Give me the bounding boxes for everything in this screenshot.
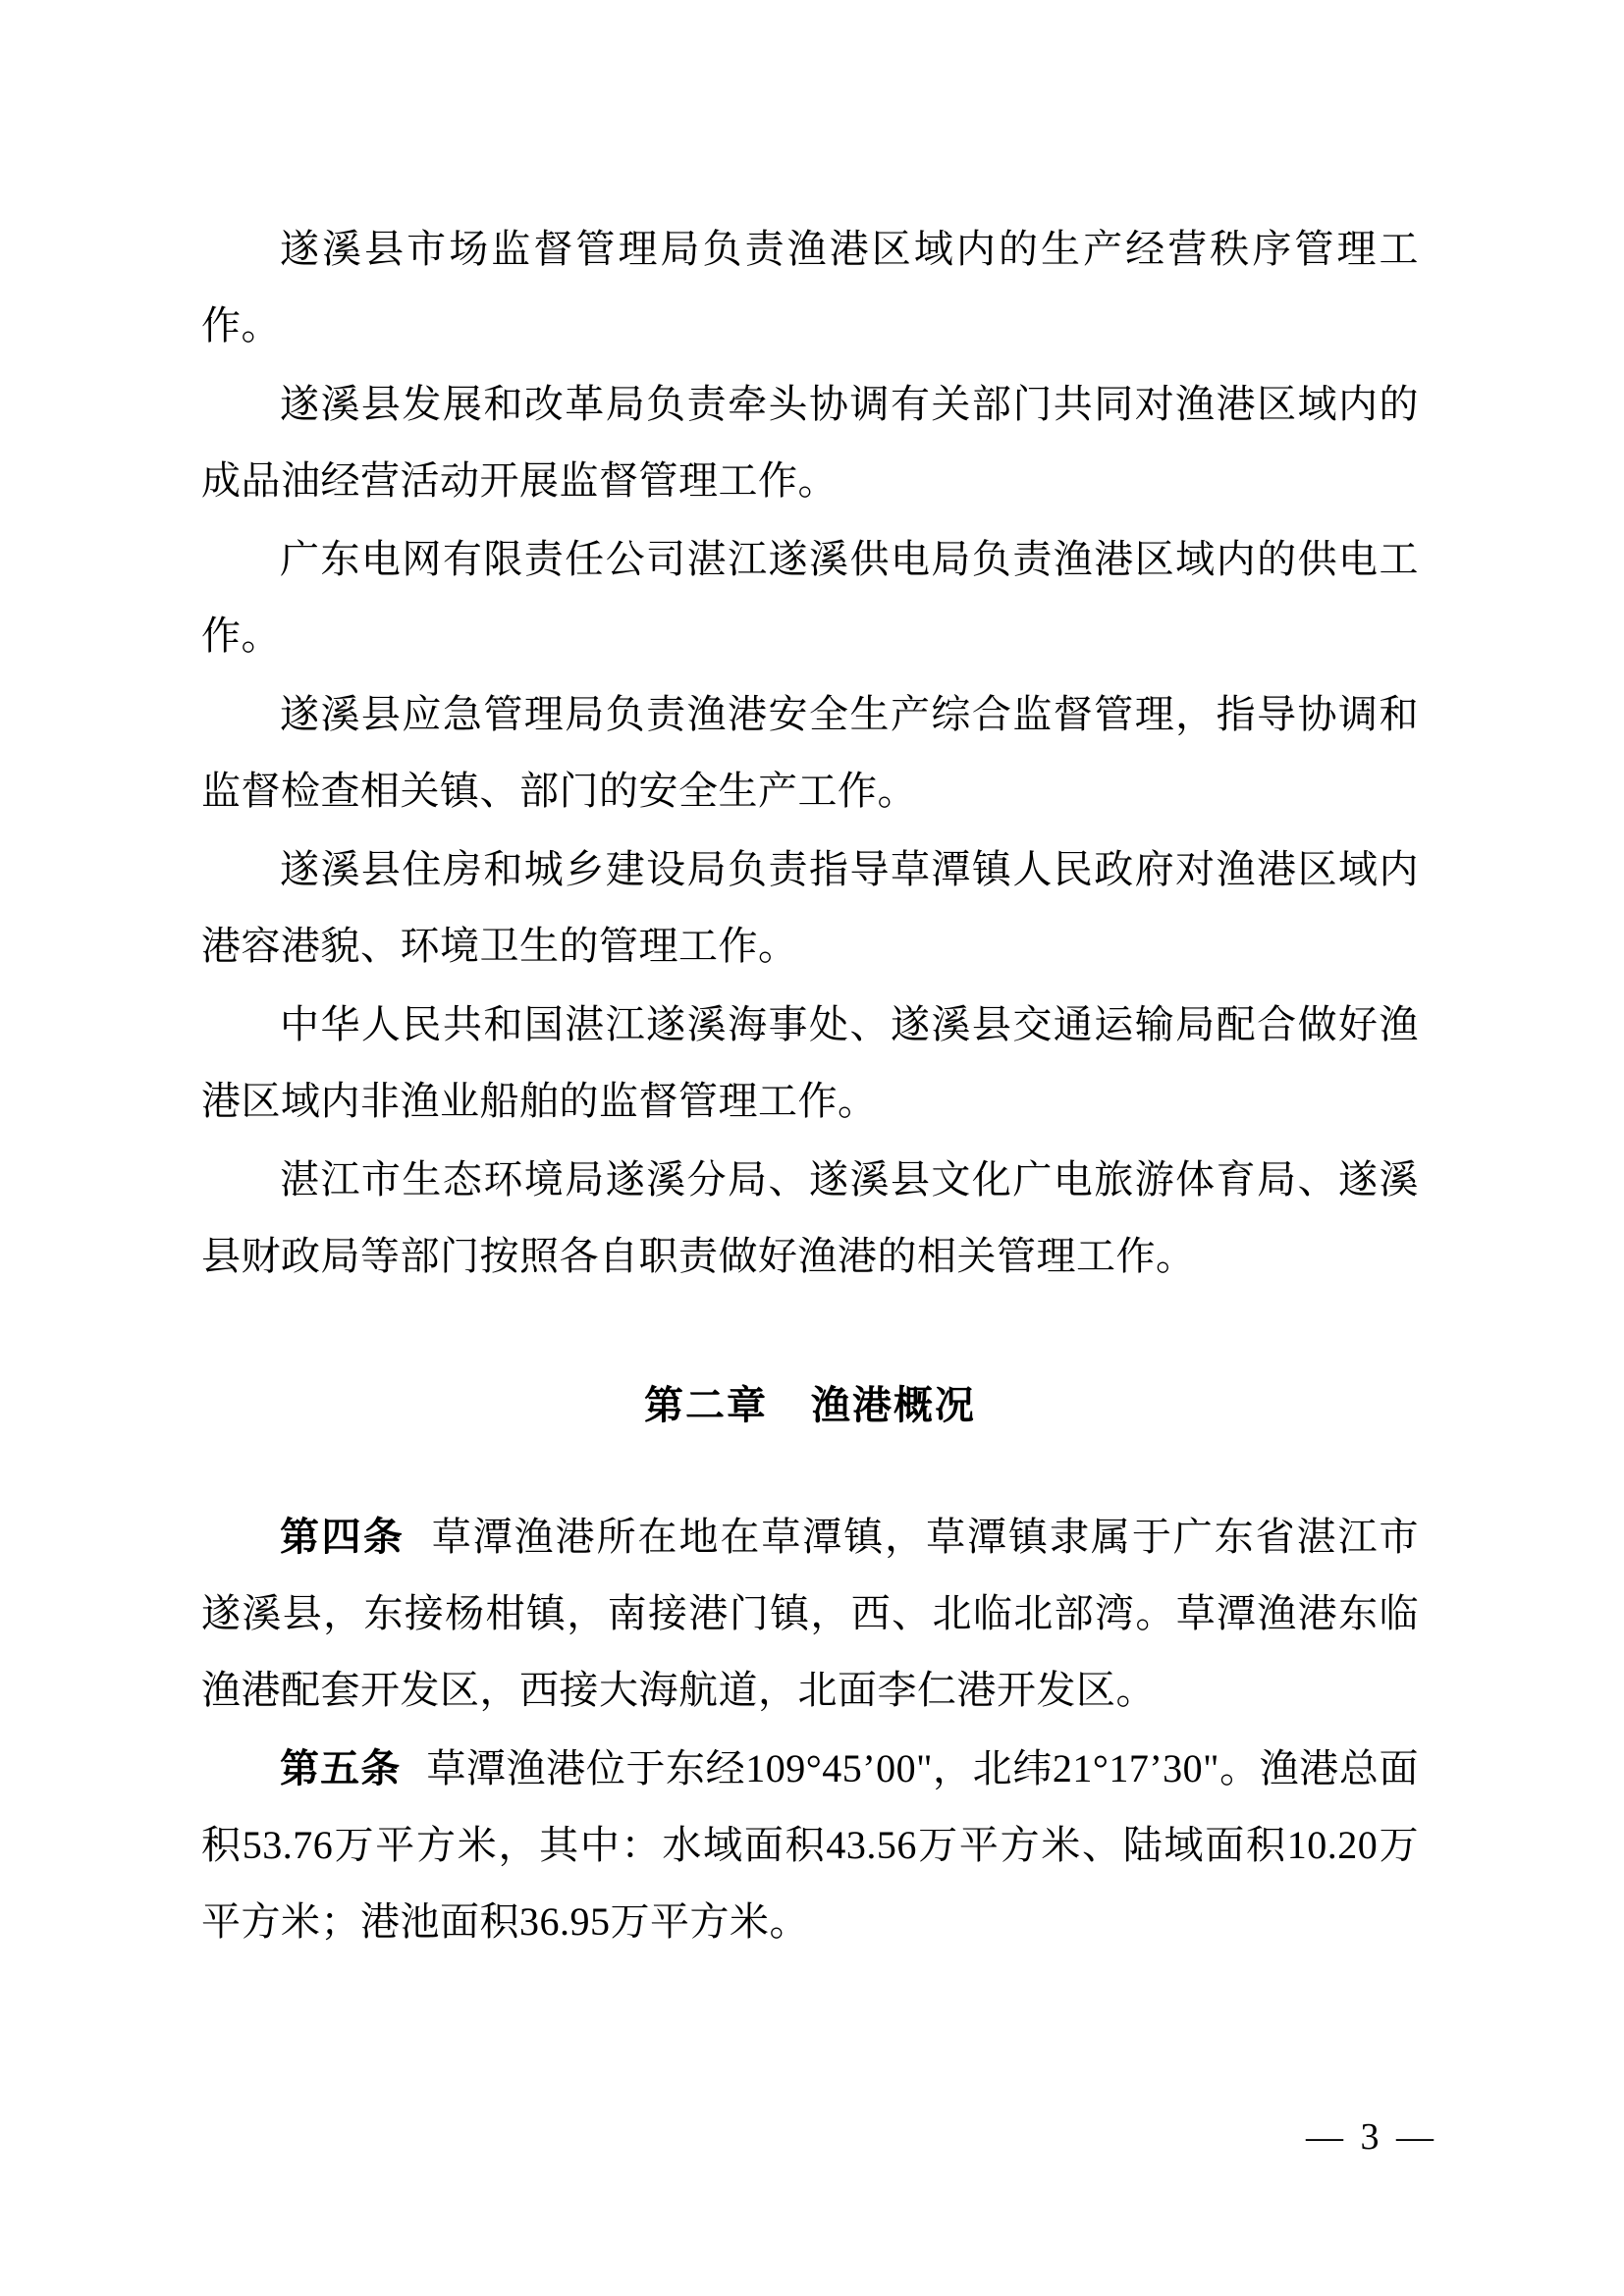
article-label: 第四条 bbox=[280, 1515, 406, 1559]
body-paragraph: 遂溪县市场监督管理局负责渔港区域内的生产经营秩序管理工作。 bbox=[201, 227, 1419, 347]
page-content bbox=[201, 211, 1419, 1962]
body-paragraph: 湛江市生态环境局遂溪分局、遂溪县文化广电旅游体育局、遂溪县财政局等部门按照各自职责做好渔港的相关管理工作。 bbox=[201, 1157, 1419, 1278]
article-paragraph bbox=[201, 1731, 1419, 1960]
body-paragraph: 遂溪县发展和改革局负责牵头协调有关部门共同对渔港区域内的成品油经营活动开展监督管理工作。 bbox=[201, 382, 1419, 503]
page-number: — 3 — bbox=[1306, 2116, 1437, 2158]
chapter-title: 渔港概况 bbox=[811, 1383, 976, 1427]
body-paragraph: 广东电网有限责任公司湛江遂溪供电局负责渔港区域内的供电工作。 bbox=[201, 537, 1419, 658]
body-paragraph: 遂溪县应急管理局负责渔港安全生产综合监督管理，指导协调和监督检查相关镇、部门的安全生产工作。 bbox=[201, 692, 1419, 813]
chapter-heading bbox=[201, 1297, 1419, 1499]
body-paragraph: 中华人民共和国湛江遂溪海事处、遂溪县交通运输局配合做好渔港区域内非渔业船舶的监督管理工作。 bbox=[201, 1002, 1419, 1123]
chapter-number: 第二章 bbox=[644, 1383, 768, 1427]
article-text: 草潭渔港位于东经109°45’00"，北纬21°17’30"。渔港总面积53.76万平方米，其中：水域面积43.56万平方米、陆域面积10.20万平方米；港池面积36.95万平方米。 bbox=[201, 1746, 1420, 1944]
body-paragraph: 遂溪县住房和城乡建设局负责指导草潭镇人民政府对渔港区域内港容港貌、环境卫生的管理工作。 bbox=[201, 847, 1419, 968]
article-text: 草潭渔港所在地在草潭镇，草潭镇隶属于广东省湛江市遂溪县，东接杨柑镇，南接港门镇，西、北临北部湾。草潭渔港东临渔港配套开发区，西接大海航道，北面李仁港开发区。 bbox=[201, 1515, 1420, 1712]
article-label: 第五条 bbox=[280, 1746, 402, 1790]
article-paragraph bbox=[201, 1499, 1419, 1729]
